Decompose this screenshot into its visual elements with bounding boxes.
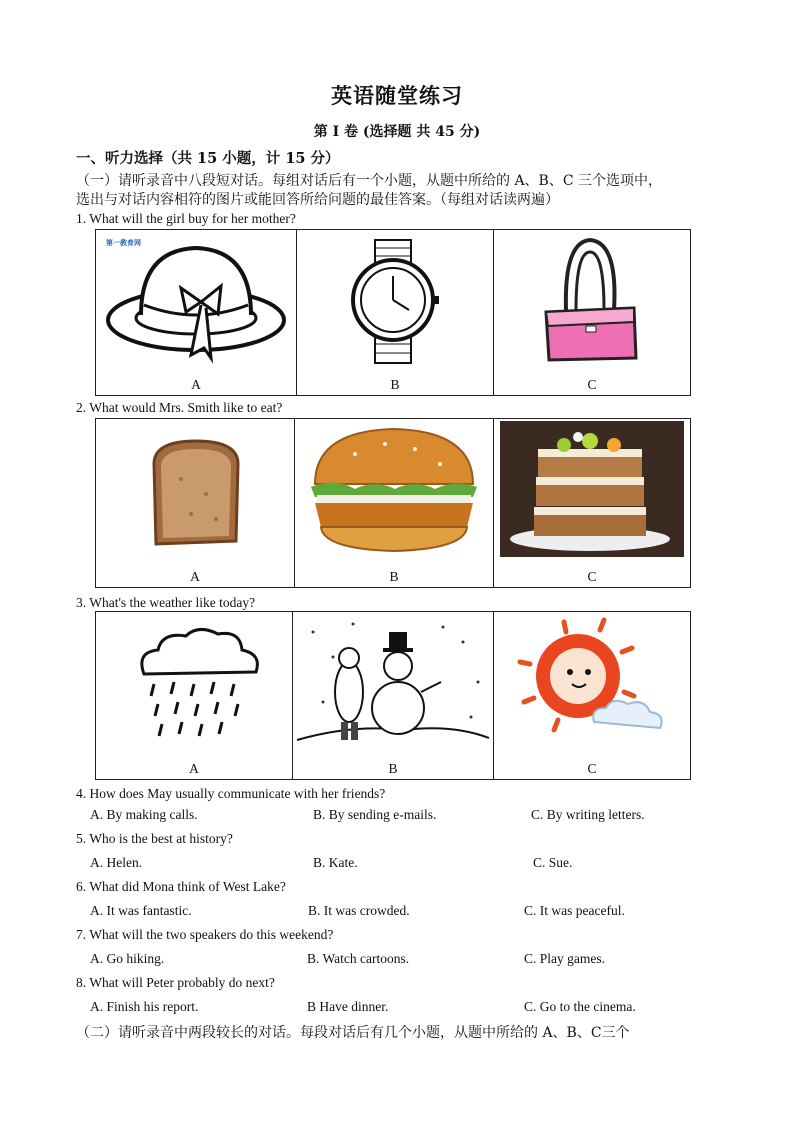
option-a[interactable]: A. Helen. [90,855,143,870]
sun-icon [494,612,690,752]
option-label: C [587,377,597,392]
option-1c[interactable] [494,230,691,396]
burger-icon [295,419,493,559]
option-label: C [587,569,597,584]
section-heading: 一、听力选择（共 15 小题，计 15 分） [76,150,340,167]
option-label: B [388,761,398,776]
section2-intro: （二）请听录音中两段较长的对话。每段对话后有几个小题，从题中所给的 A、B、C三个 [76,1025,630,1041]
option-a[interactable]: A. By making calls. [90,807,198,822]
section-intro-line2: 选出与对话内容相符的图片或能回答所给问题的最佳答案。（每组对话读两遍） [76,192,559,208]
snowman-icon [293,612,493,752]
hat-icon [96,230,296,370]
option-c[interactable]: C. Play games. [524,951,605,966]
question-1-pictures [95,229,691,396]
option-b[interactable]: B. Kate. [313,855,358,870]
option-3b[interactable] [293,612,494,780]
option-c[interactable]: C. By writing letters. [531,807,645,822]
question-2-pictures [95,418,691,588]
question-3: 3. What's the weather like today? [76,595,256,610]
option-a[interactable]: A. Go hiking. [90,951,165,966]
page-title: 英语随堂练习 [331,84,463,108]
option-c[interactable]: C. Go to the cinema. [524,999,636,1014]
option-label: C [587,761,597,776]
handbag-icon [494,230,690,370]
section-intro-line1: （一）请听录音中八段短对话。每组对话后有一个小题，从题中所给的 A、B、C 三个选项中， [76,173,663,189]
option-label: B [390,377,400,392]
rain-icon [96,612,292,752]
question-1: 1. What will the girl buy for her mother? [76,211,296,226]
option-b[interactable]: B. By sending e-mails. [313,807,437,822]
option-3a[interactable] [96,612,293,780]
option-2a[interactable] [96,419,295,588]
option-1b[interactable] [297,230,494,396]
option-label: B [389,569,399,584]
option-c[interactable]: C. Sue. [533,855,573,870]
volume-heading: 第 I 卷 (选择题 共 45 分) [313,124,481,140]
question-3-pictures [95,611,691,780]
option-1a[interactable] [96,230,297,396]
option-b[interactable]: B. It was crowded. [308,903,410,918]
option-label: A [190,569,200,584]
option-a[interactable]: A. Finish his report. [90,999,199,1014]
option-b[interactable]: B. Watch cartoons. [307,951,410,966]
option-label: A [191,377,201,392]
option-3c[interactable] [494,612,691,780]
option-2c[interactable] [494,419,691,588]
bread-icon [96,419,294,559]
option-b[interactable]: B Have dinner. [307,999,389,1014]
question-2: 2. What would Mrs. Smith like to eat? [76,400,283,415]
cake-icon [494,419,690,559]
watermark: 第一教育网 [106,239,141,247]
option-c[interactable]: C. It was peaceful. [524,903,625,918]
watch-icon [297,230,493,370]
option-label: A [189,761,199,776]
option-2b[interactable] [295,419,494,588]
option-a[interactable]: A. It was fantastic. [90,903,192,918]
